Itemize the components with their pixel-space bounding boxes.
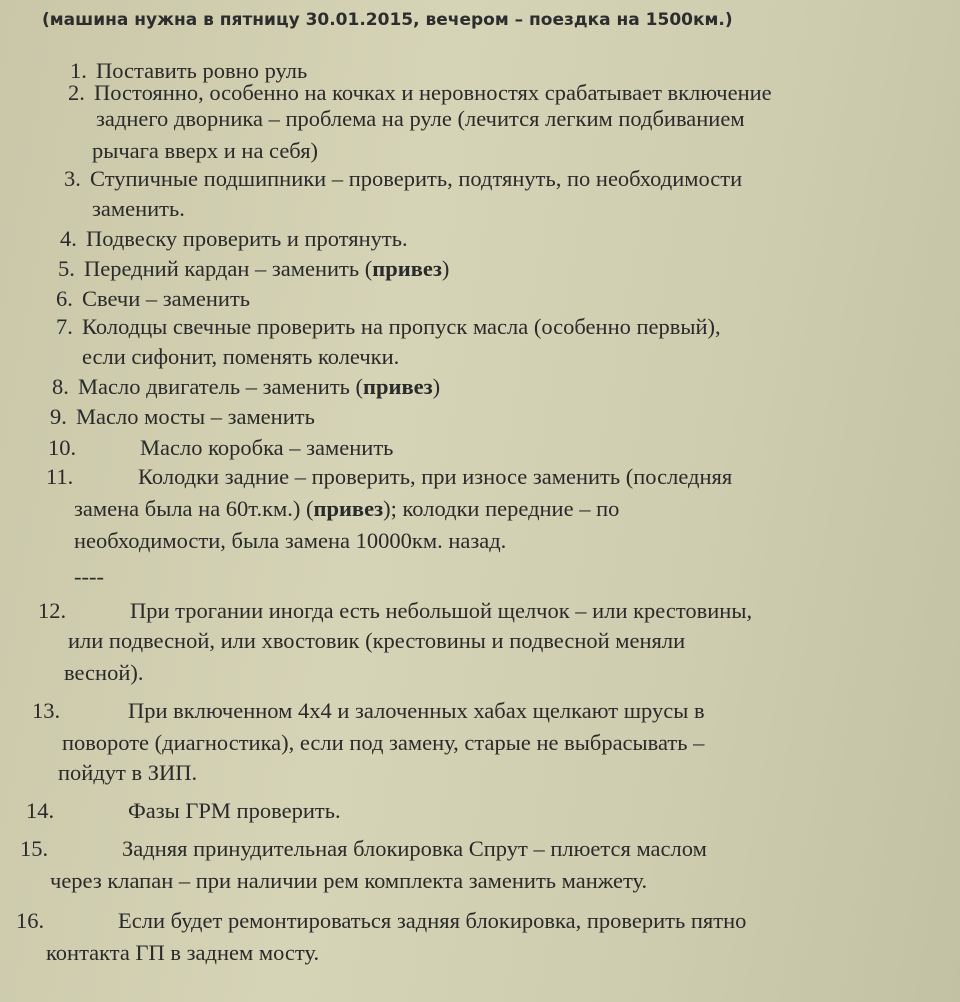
- list-text: Колодцы свечные проверить на пропуск масла (особенно первый),: [82, 314, 721, 339]
- list-item-11-line: [74, 498, 619, 521]
- list-item-13-line: [58, 762, 197, 785]
- list-item-6-line: [56, 288, 250, 311]
- list-text: или подвесной, или хвостовик (крестовины и подвесной меняли: [68, 628, 686, 653]
- list-text: заменить.: [92, 196, 185, 221]
- list-item-16-line: [16, 910, 746, 933]
- list-item-2-line: [68, 82, 772, 105]
- list-item-15-line: [20, 838, 707, 861]
- list-text: заднего дворника – проблема на руле (лечится легким подбиванием: [96, 106, 745, 131]
- list-number: 15.: [20, 836, 49, 861]
- list-item-7-line: [82, 346, 399, 369]
- list-item-3-line: [64, 168, 742, 191]
- list-text: Постоянно, особенно на кочках и неровностях срабатывает включение: [94, 80, 772, 105]
- list-text: если сифонит, поменять колечки.: [82, 344, 400, 369]
- list-text: Свечи – заменить: [82, 286, 251, 311]
- list-number: 11.: [46, 464, 74, 489]
- list-item-4-line: [60, 228, 408, 251]
- list-item-2-line: [96, 108, 745, 131]
- list-item-14-line: [26, 800, 341, 823]
- list-number: 12.: [38, 598, 67, 623]
- list-text: необходимости, была замена 10000км. назад.: [74, 528, 507, 553]
- list-item-2-line: [92, 140, 318, 163]
- list-number: 10.: [48, 435, 77, 460]
- list-text: замена была на 60т.км.) (: [74, 496, 314, 521]
- list-item-3-line: [92, 198, 185, 221]
- list-text: весной).: [64, 660, 144, 685]
- list-number: 6.: [56, 286, 73, 311]
- list-text: Ступичные подшипники – проверить, подтянуть, по необходимости: [90, 166, 743, 191]
- list-text: Колодки задние – проверить, при износе заменить (последняя: [138, 464, 733, 489]
- list-text: Задняя принудительная блокировка Спрут – плюется маслом: [122, 836, 707, 861]
- list-text: ----: [74, 564, 104, 589]
- list-number: 13.: [32, 698, 61, 723]
- bold-note: привез: [372, 256, 442, 281]
- list-text: Подвеску проверить и протянуть.: [86, 226, 408, 251]
- list-item-15-line: [50, 870, 647, 893]
- list-item-12-line: [64, 662, 143, 685]
- list-text: Масло мосты – заменить: [76, 404, 315, 429]
- document-header: (машина нужна в пятницу 30.01.2015, вечером – поездка на 1500км.): [42, 10, 733, 30]
- list-number: 2.: [68, 80, 85, 105]
- list-item-16-line: [46, 942, 319, 965]
- list-number: 14.: [26, 798, 55, 823]
- separator-line: [74, 566, 104, 589]
- list-text: рычага вверх и на себя): [92, 138, 319, 163]
- list-item-13-line: [62, 732, 704, 755]
- list-number: 16.: [16, 908, 45, 933]
- list-text: При трогании иногда есть небольшой щелчок – или крестовины,: [130, 598, 753, 623]
- list-item-12-line: [68, 630, 685, 653]
- list-item-8-line: [52, 376, 440, 399]
- list-number: 5.: [58, 256, 75, 281]
- list-item-5-line: [58, 258, 449, 281]
- list-text: Поставить ровно руль: [96, 58, 308, 83]
- list-text: Масло двигатель – заменить (: [78, 374, 364, 399]
- list-text: через клапан – при наличии рем комплекта заменить манжету.: [50, 868, 648, 893]
- list-number: 8.: [52, 374, 69, 399]
- list-text: контакта ГП в заднем мосту.: [46, 940, 320, 965]
- list-text: Если будет ремонтироваться задняя блокировка, проверить пятно: [118, 908, 747, 933]
- list-text: ): [432, 374, 441, 399]
- list-number: 1.: [70, 58, 87, 83]
- list-text: ); колодки передние – по: [383, 496, 620, 521]
- list-text: При включенном 4х4 и залоченных хабах щелкают шрусы в: [128, 698, 705, 723]
- list-text: Передний кардан – заменить (: [84, 256, 373, 281]
- list-number: 7.: [56, 314, 73, 339]
- list-text: повороте (диагностика), если под замену, старые не выбрасывать –: [62, 730, 705, 755]
- list-item-11-line: [74, 530, 506, 553]
- list-text: ): [441, 256, 450, 281]
- list-text: пойдут в ЗИП.: [58, 760, 198, 785]
- list-text: Масло коробка – заменить: [140, 435, 394, 460]
- list-item-13-line: [32, 700, 705, 723]
- list-number: 9.: [50, 404, 67, 429]
- list-text: Фазы ГРМ проверить.: [128, 798, 341, 823]
- list-item-9-line: [50, 406, 315, 429]
- bold-note: привез: [363, 374, 433, 399]
- list-number: 4.: [60, 226, 77, 251]
- list-item-11-line: [46, 466, 732, 489]
- list-number: 3.: [64, 166, 81, 191]
- list-item-10-line: [48, 437, 393, 460]
- bold-note: привез: [313, 496, 384, 521]
- list-item-12-line: [38, 600, 752, 623]
- list-item-7-line: [56, 316, 721, 339]
